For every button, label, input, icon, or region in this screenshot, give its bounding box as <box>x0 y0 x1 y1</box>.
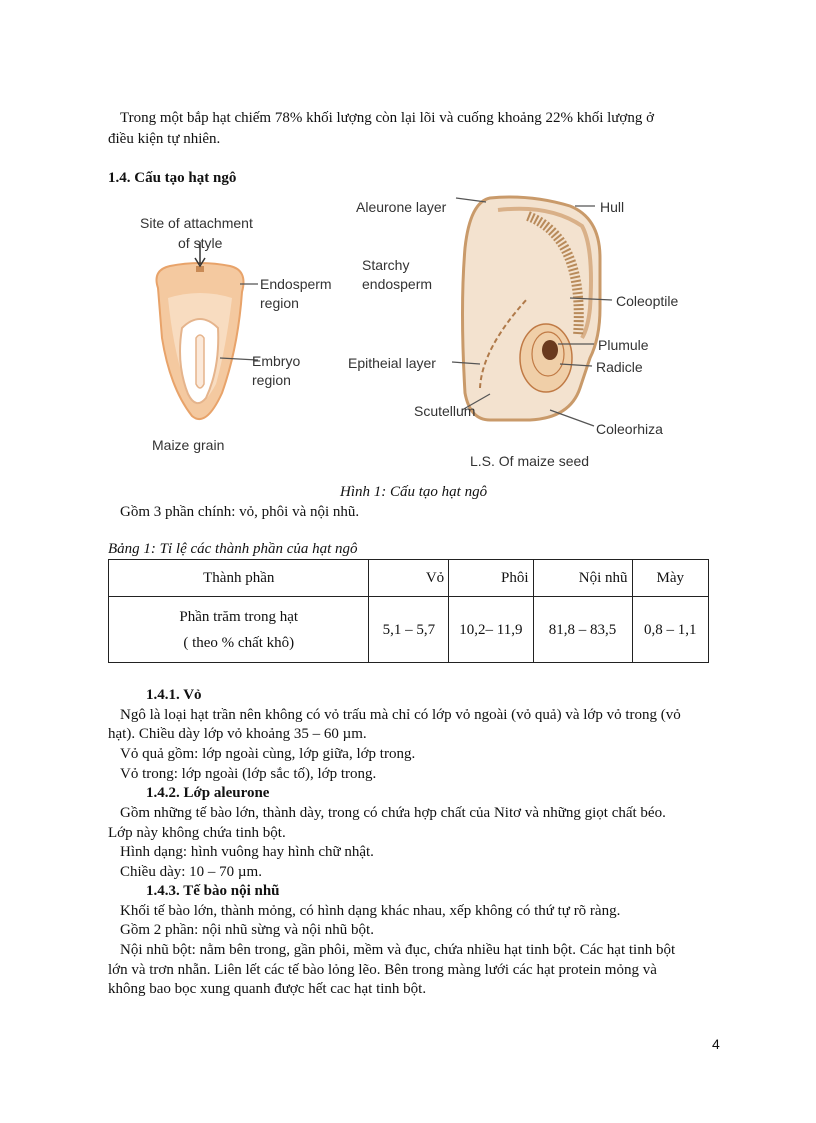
label-coleoptile: Coleoptile <box>616 293 679 309</box>
label-endosperm-2: region <box>260 295 299 311</box>
figure-caption: Hình 1: Cấu tạo hạt ngô <box>340 484 488 500</box>
s142-line-4: Chiều dày: 10 – 70 µm. <box>120 864 262 880</box>
header-cell: Thành phần <box>109 560 369 597</box>
intro-line-1: Trong một bắp hạt chiếm 78% khối lượng còn lại lõi và cuống khoảng 22% khối lượng ở <box>120 110 655 126</box>
value-cell: 5,1 – 5,7 <box>369 597 449 663</box>
label-radicle: Radicle <box>596 359 643 375</box>
s141-line-4: Vỏ trong: lớp ngoài (lớp sắc tố), lớp trong. <box>120 766 377 782</box>
header-cell: Vỏ <box>369 560 449 597</box>
right-caption: L.S. Of maize seed <box>470 453 590 469</box>
label-coleorhiza: Coleorhiza <box>596 421 663 437</box>
header-cell: Mày <box>632 560 709 597</box>
label-scutellum: Scutellum <box>414 403 476 419</box>
composition-table <box>108 559 709 663</box>
header-cell: Phôi <box>449 560 533 597</box>
row-label-1: Phần trăm trong hạt <box>179 608 299 625</box>
value-cell: 10,2– 11,9 <box>449 597 533 663</box>
label-endosperm: Endosperm <box>260 276 332 292</box>
row-label-cell <box>109 597 369 663</box>
page-number: 4 <box>712 1036 720 1052</box>
heading-1-4-3: 1.4.3. Tế bào nội nhũ <box>146 883 280 899</box>
s141-line-1: Ngô là loại hạt trần nên không có vỏ trấu mà chỉ có lớp vỏ ngoài (vỏ quả) và lớp vỏ trong (vỏ <box>120 707 681 723</box>
label-epitheial: Epitheial layer <box>348 355 436 371</box>
section-heading: 1.4. Cấu tạo hạt ngô <box>108 170 237 186</box>
s143-line-1: Khối tế bào lớn, thành mỏng, có hình dạng khác nhau, xếp không có thứ tự rõ ràng. <box>120 903 621 919</box>
label-starchy: Starchy <box>362 257 410 273</box>
maize-grain-figure <box>130 188 690 480</box>
s143-line-5: không bao bọc xung quanh được hết cac hạt tinh bột. <box>108 981 427 997</box>
s143-line-4: lớn và trơn nhẵn. Liên lết các tế bào lỏng lẽo. Bên trong màng lưới các hạt protein mỏng và <box>108 962 657 978</box>
heading-1-4-2: 1.4.2. Lớp aleurone <box>146 785 270 801</box>
table-caption: Bảng 1: Tỉ lệ các thành phần của hạt ngô <box>108 541 358 557</box>
s141-line-2: hạt). Chiều dày lớp vỏ khoảng 35 – 60 µm. <box>108 726 367 742</box>
label-aleurone: Aleurone layer <box>356 199 447 215</box>
table-row <box>109 597 709 663</box>
label-starchy-2: endosperm <box>362 276 433 292</box>
heading-1-4-1: 1.4.1. Vỏ <box>146 687 202 703</box>
s143-line-3: Nội nhũ bột: nằm bên trong, gần phôi, mềm và đục, chứa nhiều hạt tinh bột. Các hạt tinh bột <box>120 942 676 958</box>
table-header-row <box>109 560 709 597</box>
left-caption: Maize grain <box>152 437 225 453</box>
s142-line-1: Gồm những tế bào lớn, thành dày, trong có chứa hợp chất của Nitơ và những giọt chất béo. <box>120 805 666 821</box>
s142-line-3: Hình dạng: hình vuông hay hình chữ nhật. <box>120 844 374 860</box>
label-plumule: Plumule <box>598 337 649 353</box>
header-cell: Nội nhũ <box>533 560 632 597</box>
intro-line-2: điều kiện tự nhiên. <box>108 131 221 147</box>
maize-seed-section-drawing <box>452 197 612 426</box>
row-label-2: ( theo % chất khô) <box>183 634 295 651</box>
label-embryo-2: region <box>252 372 291 388</box>
maize-grain-drawing <box>157 242 259 419</box>
label-hull: Hull <box>600 199 625 215</box>
value-cell: 81,8 – 83,5 <box>533 597 632 663</box>
value-cell: 0,8 – 1,1 <box>632 597 709 663</box>
summary-line: Gồm 3 phần chính: vỏ, phôi và nội nhũ. <box>120 504 360 520</box>
label-site: Site of attachment <box>140 215 253 231</box>
label-site-2: of style <box>178 235 223 251</box>
s141-line-3: Vỏ quả gồm: lớp ngoài cùng, lớp giữa, lớp trong. <box>120 746 416 762</box>
s142-line-2: Lớp này không chứa tinh bột. <box>108 825 286 841</box>
s143-line-2: Gồm 2 phần: nội nhũ sừng và nội nhũ bột. <box>120 922 374 938</box>
label-embryo: Embryo <box>252 353 301 369</box>
